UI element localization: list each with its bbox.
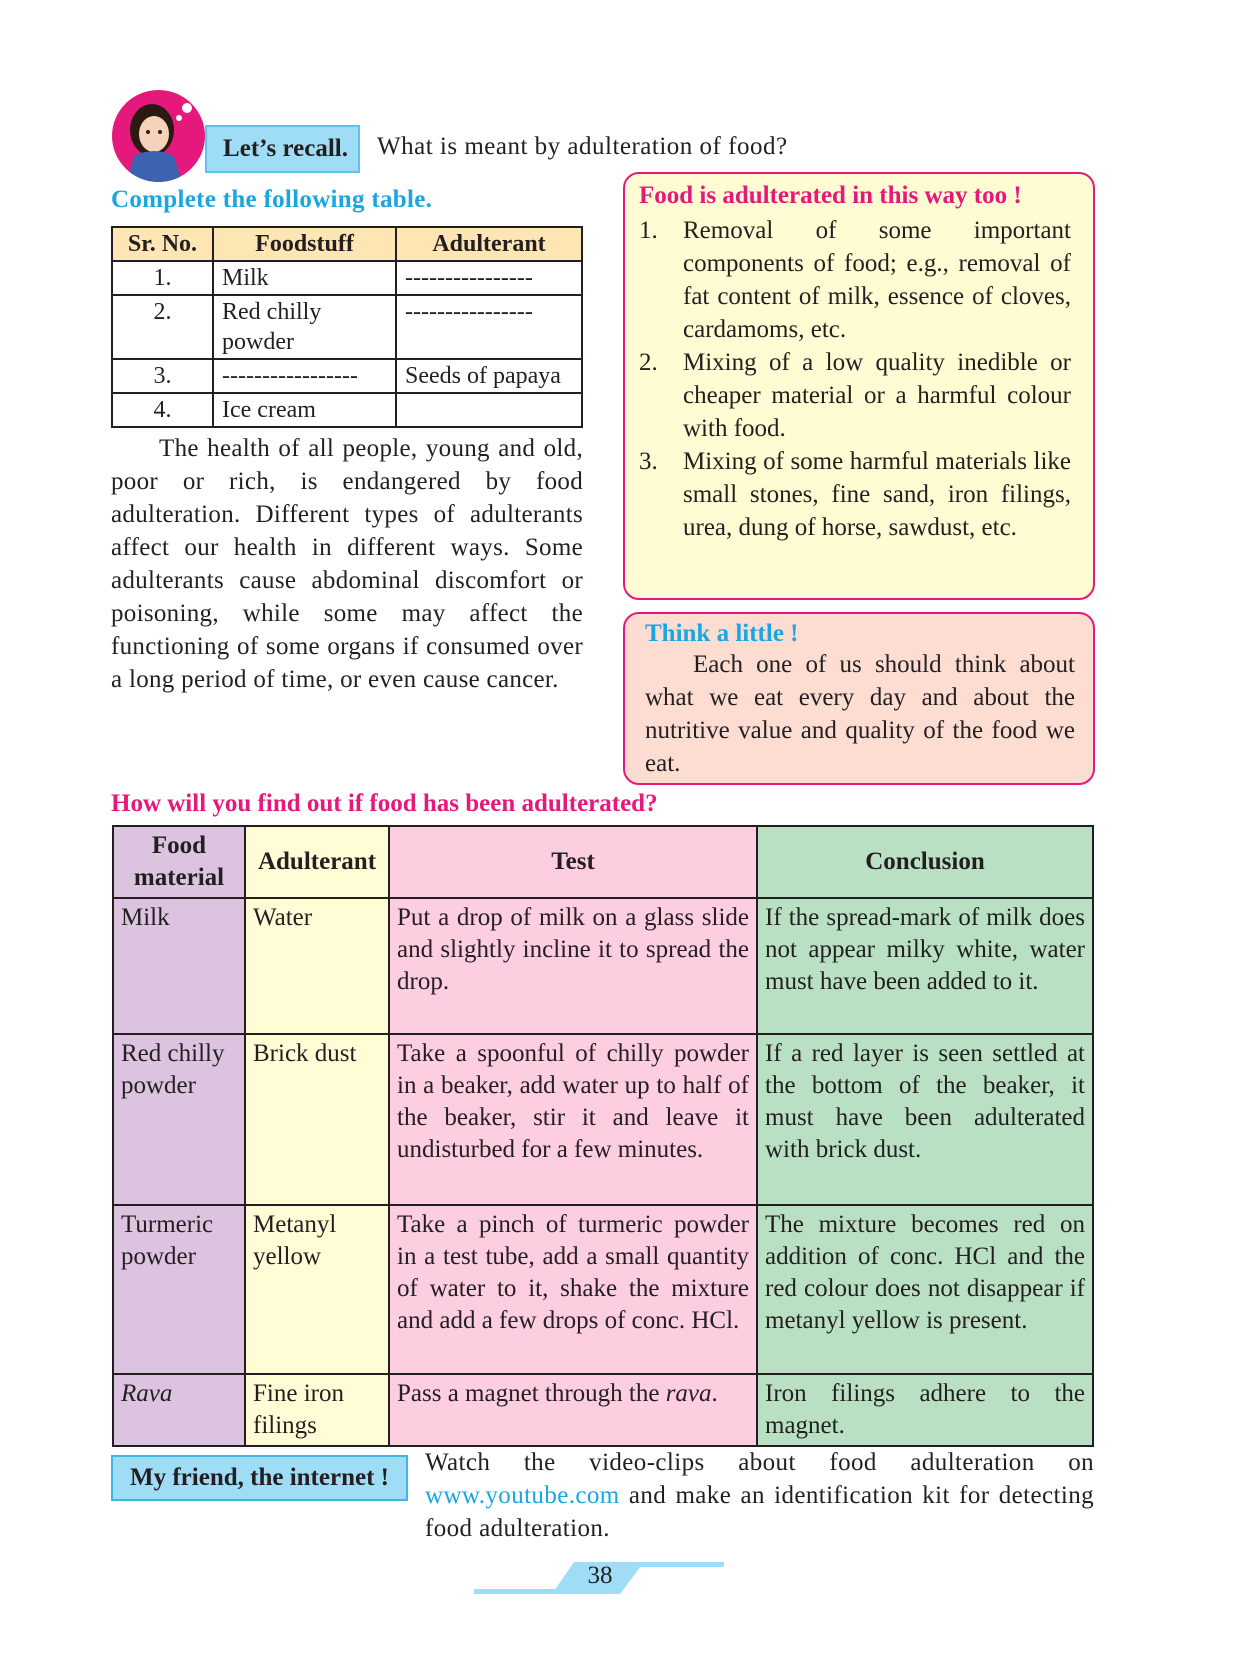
header-test: Test <box>389 826 757 898</box>
list-item <box>639 214 1071 346</box>
lets-recall-badge: Let’s recall. <box>205 125 360 173</box>
cell: Rava <box>113 1374 245 1446</box>
cell: Ice cream <box>213 393 396 427</box>
thinking-girl-illustration <box>112 90 205 182</box>
cell: Take a pinch of turmeric powder in a test tube, add a small quantity of water to it, shake the mixture and add a few drops of conc. HCl. <box>389 1205 757 1374</box>
adulteration-ways-box <box>623 172 1095 600</box>
list-item <box>639 445 1071 544</box>
cell: Take a spoonful of chilly powder in a beaker, add water up to half of the beaker, stir it and leave it undisturbed for a few minutes. <box>389 1034 757 1205</box>
item-text: Mixing of some harmful materials like small stones, fine sand, iron filings, urea, dung of horse, sawdust, etc. <box>683 448 1071 541</box>
table-row <box>113 898 1093 1034</box>
item-number: 1. <box>639 217 658 244</box>
item-text: Mixing of a low quality inedible or cheaper material or a harmful colour with food. <box>683 349 1071 442</box>
box-heading: Food is adulterated in this way too ! <box>639 182 1022 209</box>
cell: Put a drop of milk on a glass slide and slightly incline it to spread the drop. <box>389 898 757 1034</box>
complete-table <box>111 226 583 428</box>
recall-question: What is meant by adulteration of food? <box>377 133 788 160</box>
cell: Milk <box>213 261 396 295</box>
cell: Red chilly powder <box>113 1034 245 1205</box>
cell: Red chilly powder <box>213 295 396 359</box>
text: Watch the video-clips about food adulteration on <box>425 1449 1094 1476</box>
complete-table-heading: Complete the following table. <box>111 186 433 213</box>
cell: Fine iron filings <box>245 1374 389 1446</box>
internet-activity-text <box>425 1446 1094 1545</box>
header-food-material: Food material <box>113 826 245 898</box>
table-header-row <box>112 227 582 261</box>
cell: Milk <box>113 898 245 1034</box>
youtube-link[interactable]: www.youtube.com <box>425 1482 620 1509</box>
cell: Metanyl yellow <box>245 1205 389 1374</box>
item-number: 2. <box>639 349 658 376</box>
cell: Turmeric powder <box>113 1205 245 1374</box>
cell: Iron filings adhere to the magnet. <box>757 1374 1093 1446</box>
header-adulterant: Adulterant <box>245 826 389 898</box>
page-number: 38 <box>587 1562 613 1589</box>
table-row <box>113 1205 1093 1374</box>
cell: 2. <box>112 295 213 359</box>
table-row <box>112 295 582 359</box>
header-adulterant: Adulterant <box>396 227 582 261</box>
think-a-little-box <box>623 612 1095 785</box>
cell: Pass a magnet through the rava. <box>389 1374 757 1446</box>
cell: ---------------- <box>396 295 582 359</box>
adulteration-test-table <box>112 825 1094 1447</box>
cell: 1. <box>112 261 213 295</box>
find-out-heading: How will you find out if food has been adulterated? <box>111 790 658 817</box>
table-row <box>112 261 582 295</box>
text: and make an identification kit for detecting food adulteration. <box>425 1482 1094 1542</box>
cell: If a red layer is seen settled at the bottom of the beaker, it must have been adulterated with brick dust. <box>757 1034 1093 1205</box>
list-item <box>639 346 1071 445</box>
header-conclusion: Conclusion <box>757 826 1093 898</box>
cell: If the spread-mark of milk does not appear milky white, water must have been added to it. <box>757 898 1093 1034</box>
cell <box>396 393 582 427</box>
table-row <box>112 393 582 427</box>
box-heading: Think a little ! <box>645 620 799 647</box>
cell: Water <box>245 898 389 1034</box>
adulteration-ways-list <box>639 214 1071 544</box>
health-paragraph: The health of all people, young and old, poor or rich, is endangered by food adulteration. Different types of adulterants affect our health in different ways. Some adulterants cause abdominal discomfort or poisoning, while some may affect the functioning of some organs if consumed over a long period of time, or even cause cancer. <box>111 435 583 693</box>
my-friend-internet-badge: My friend, the internet ! <box>111 1455 408 1501</box>
cell: ---------------- <box>396 261 582 295</box>
table-row <box>113 1034 1093 1205</box>
cell: ----------------- <box>213 359 396 393</box>
think-text: Each one of us should think about what we eat every day and about the nutritive value and quality of the food we eat. <box>645 651 1075 777</box>
item-text: Removal of some important components of food; e.g., removal of fat content of milk, essence of cloves, cardamoms, etc. <box>683 217 1071 343</box>
cell: 4. <box>112 393 213 427</box>
cell: Seeds of papaya <box>396 359 582 393</box>
item-number: 3. <box>639 448 658 475</box>
table-row <box>112 359 582 393</box>
table-header-row <box>113 826 1093 898</box>
cell: Brick dust <box>245 1034 389 1205</box>
cell: 3. <box>112 359 213 393</box>
header-sr-no: Sr. No. <box>112 227 213 261</box>
table-row <box>113 1374 1093 1446</box>
header-foodstuff: Foodstuff <box>213 227 396 261</box>
cell: The mixture becomes red on addition of conc. HCl and the red colour does not disappear if metanyl yellow is present. <box>757 1205 1093 1374</box>
